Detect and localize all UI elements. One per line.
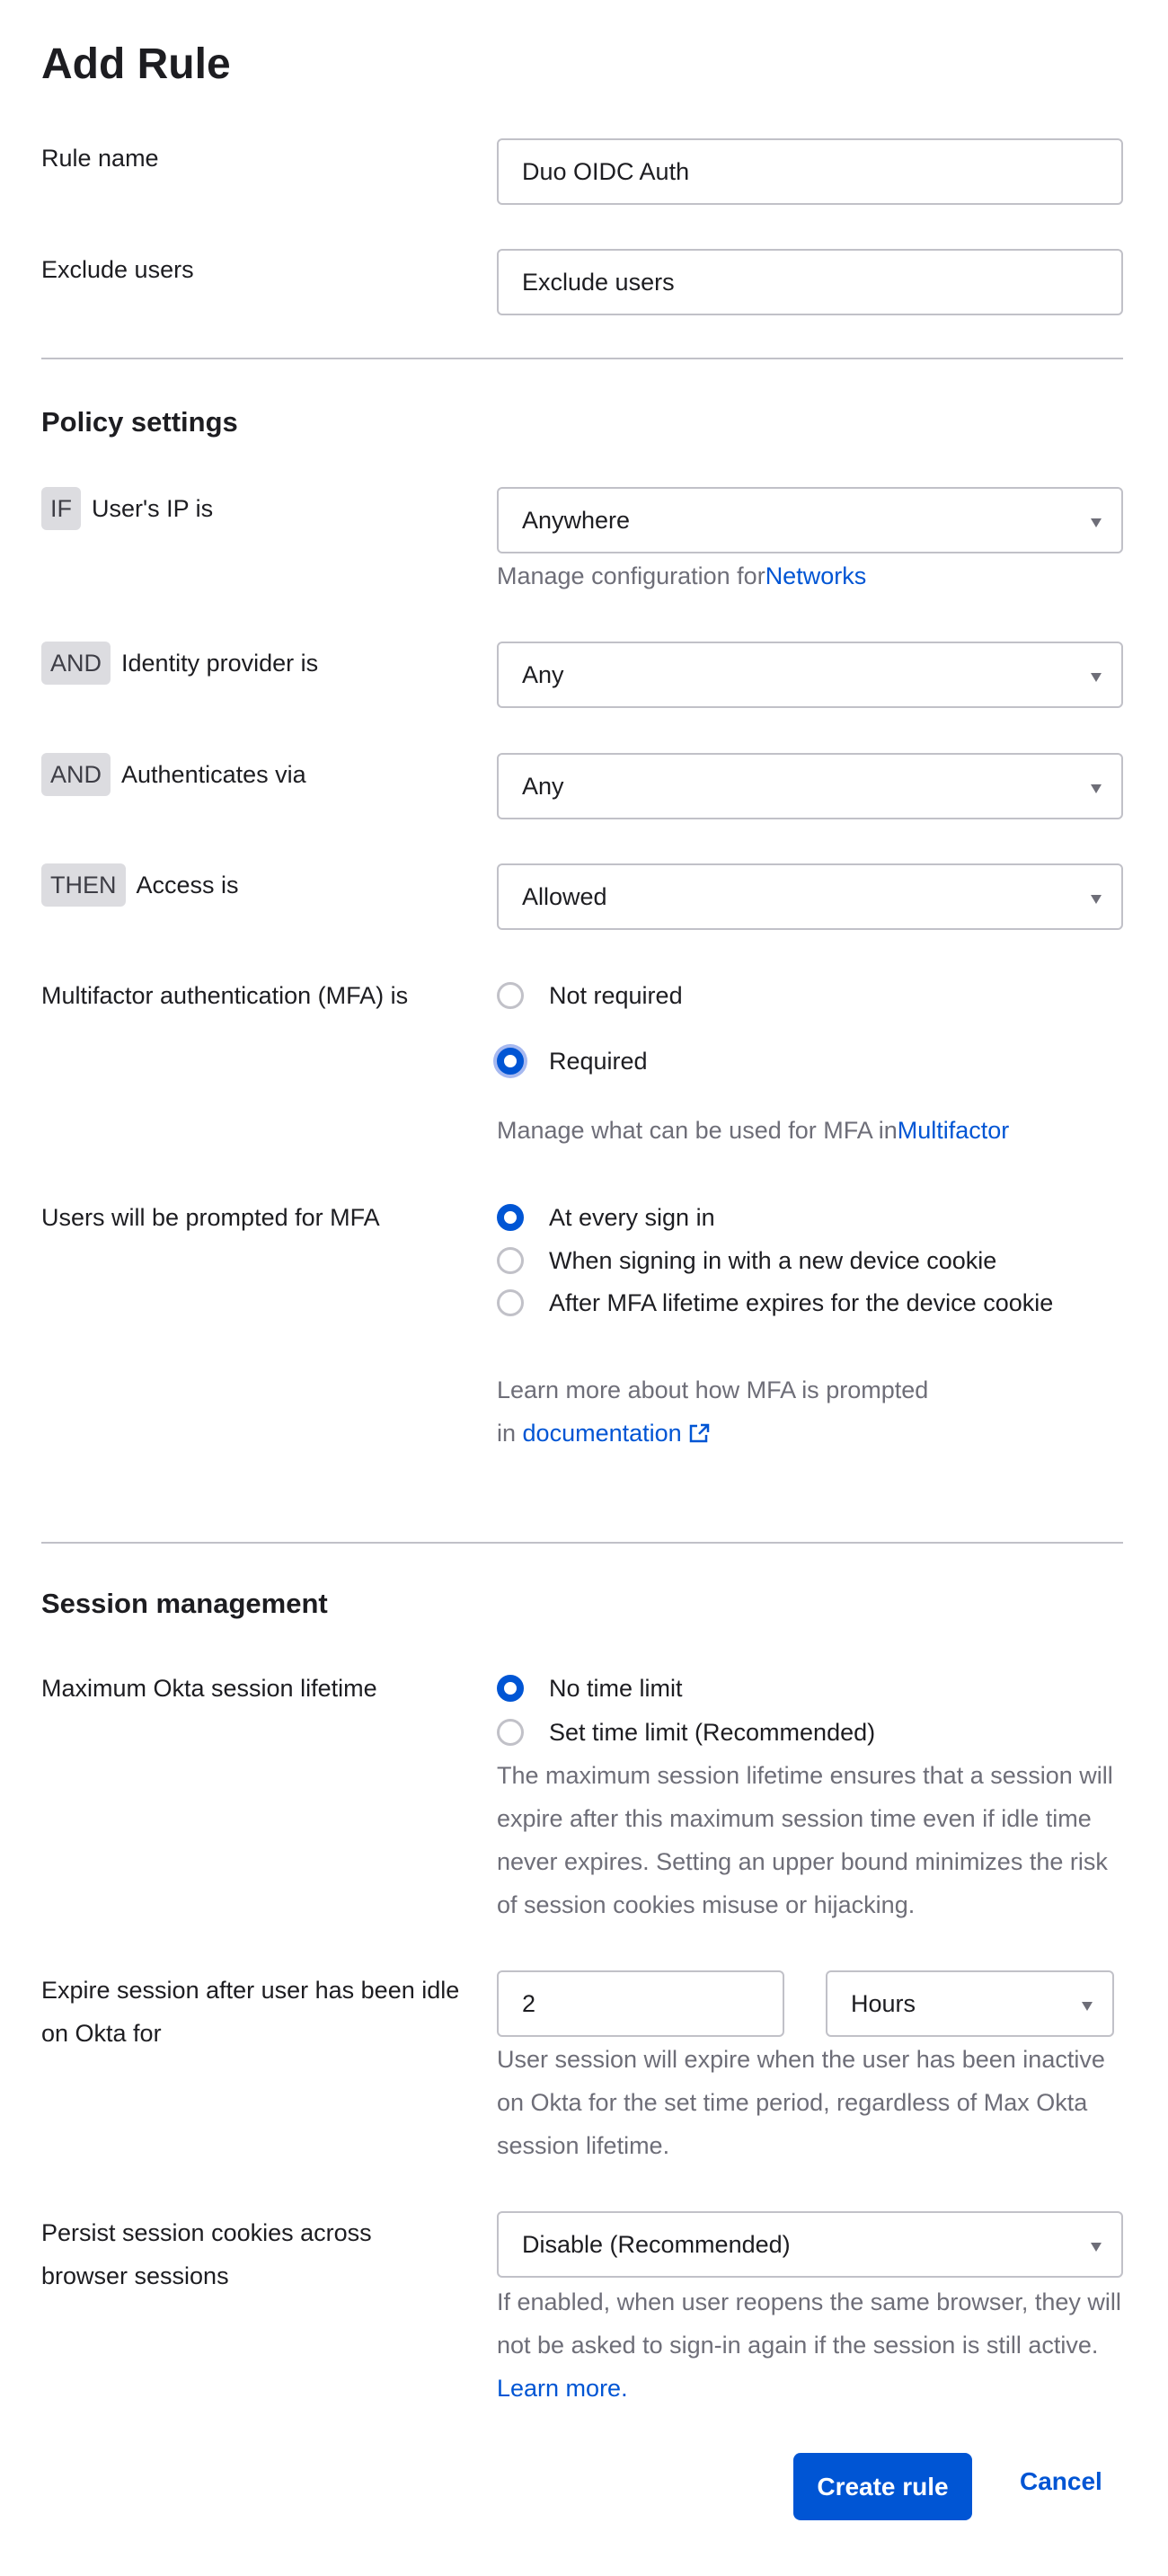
max-session-label: Maximum Okta session lifetime bbox=[41, 1675, 377, 1702]
prompt-help: Learn more about how MFA is prompted bbox=[497, 1377, 929, 1403]
idle-label: Expire session after user has been idle on Okta for bbox=[41, 1977, 460, 2047]
networks-link[interactable]: Networks bbox=[765, 562, 867, 589]
access-select[interactable]: Allowed bbox=[497, 863, 1123, 930]
prompt-new-device-radio[interactable]: When signing in with a new device cookie bbox=[497, 1243, 996, 1279]
session-management-heading: Session management bbox=[41, 1588, 328, 1619]
mfa-label: Multifactor authentication (MFA) is bbox=[41, 982, 409, 1009]
idp-label: Identity provider is bbox=[121, 650, 319, 677]
no-time-limit-radio[interactable]: No time limit bbox=[497, 1670, 683, 1706]
max-session-help: The maximum session lifetime ensures that a session will expire after this maximum session time even if idle time never expires. Setting an upper bound minimizes the risk of session cookies misuse or hijacking. bbox=[497, 1762, 1113, 1918]
learn-more-link[interactable]: Learn more. bbox=[497, 2375, 628, 2402]
and-tag: AND bbox=[41, 753, 111, 796]
prompt-label: Users will be prompted for MFA bbox=[41, 1204, 380, 1231]
documentation-link[interactable]: documentation bbox=[523, 1420, 712, 1447]
idle-unit-select[interactable]: Hours bbox=[826, 1970, 1114, 2037]
persist-select[interactable]: Disable (Recommended) bbox=[497, 2211, 1123, 2278]
policy-settings-heading: Policy settings bbox=[41, 406, 238, 438]
rule-name-input[interactable]: Duo OIDC Auth bbox=[497, 138, 1123, 205]
ip-label: User's IP is bbox=[92, 495, 214, 522]
prompt-help-2: in documentation bbox=[497, 1412, 1135, 1455]
prompt-every-sign-in-radio[interactable]: At every sign in bbox=[497, 1199, 715, 1235]
create-rule-button[interactable]: Create rule bbox=[793, 2453, 972, 2520]
set-time-limit-radio[interactable]: Set time limit (Recommended) bbox=[497, 1714, 875, 1750]
cancel-button[interactable]: Cancel bbox=[1020, 2467, 1102, 2495]
then-tag: THEN bbox=[41, 863, 126, 907]
persist-label: Persist session cookies across browser sessions bbox=[41, 2219, 372, 2289]
mfa-required-radio[interactable]: Required bbox=[497, 1043, 648, 1079]
idle-value-input[interactable]: 2 bbox=[497, 1970, 784, 2037]
idle-help: User session will expire when the user has been inactive on Okta for the set time period, regardless of Max Okta session lifetime. bbox=[497, 2046, 1105, 2159]
idp-select[interactable]: Any bbox=[497, 642, 1123, 708]
external-link-icon bbox=[688, 1422, 712, 1444]
auth-label: Authenticates via bbox=[121, 761, 306, 788]
divider bbox=[41, 1542, 1123, 1544]
multifactor-link[interactable]: Multifactor bbox=[897, 1117, 1010, 1144]
mfa-not-required-radio[interactable]: Not required bbox=[497, 978, 683, 1014]
exclude-users-input[interactable]: Exclude users bbox=[497, 249, 1123, 315]
prompt-lifetime-radio[interactable]: After MFA lifetime expires for the device cookie bbox=[497, 1285, 1053, 1321]
if-tag: IF bbox=[41, 487, 81, 530]
divider bbox=[41, 358, 1123, 359]
page-title: Add Rule bbox=[41, 40, 231, 88]
access-label: Access is bbox=[136, 872, 239, 899]
and-tag: AND bbox=[41, 642, 111, 685]
ip-select[interactable]: Anywhere bbox=[497, 487, 1123, 553]
networks-help: Manage configuration forNetworks bbox=[497, 562, 867, 589]
persist-help: If enabled, when user reopens the same browser, they will not be asked to sign-in again if the session is still active. Learn more. bbox=[497, 2288, 1121, 2402]
auth-select[interactable]: Any bbox=[497, 753, 1123, 819]
mfa-help: Manage what can be used for MFA inMultifactor bbox=[497, 1117, 1010, 1144]
exclude-users-label: Exclude users bbox=[41, 256, 194, 283]
rule-name-label: Rule name bbox=[41, 145, 159, 172]
